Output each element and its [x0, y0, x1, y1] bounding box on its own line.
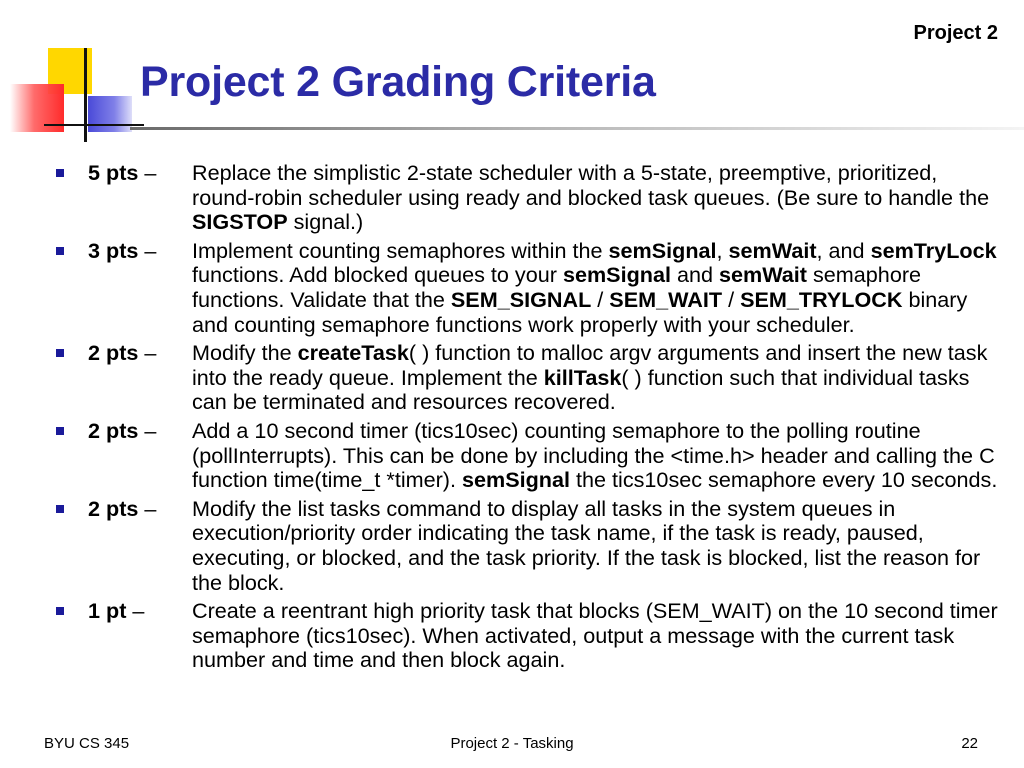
description-text: semaphore functions. Validate that the	[192, 262, 922, 312]
description-text: signal.)	[287, 209, 364, 235]
criteria-item	[52, 497, 1002, 595]
decorative-vertical-line	[84, 48, 87, 142]
criteria-points	[88, 497, 156, 522]
description-text: Replace the simplistic 2-state scheduler with a 5-state, preemptive, prioritized, round-robin scheduler using ready and blocked task queues. (Be sure to handle the	[192, 160, 990, 210]
criteria-item	[52, 341, 1002, 415]
criteria-points	[88, 161, 156, 186]
description-text: , and	[816, 237, 871, 263]
points-value: 1 pt	[88, 598, 127, 624]
bold-term: SEM_TRYLOCK	[740, 286, 903, 312]
criteria-description	[192, 419, 1002, 493]
criteria-description	[192, 341, 1002, 415]
criteria-description	[192, 239, 1002, 337]
criteria-points	[88, 341, 156, 366]
bold-term: killTask	[543, 364, 622, 390]
corner-label: Project 2	[913, 22, 998, 44]
bold-term: SEM_WAIT	[609, 286, 723, 312]
criteria-item	[52, 599, 1002, 673]
points-value: 2 pts	[88, 340, 139, 366]
bullet-icon	[56, 247, 64, 255]
points-dash: –	[138, 417, 157, 443]
bold-term: semWait	[728, 237, 817, 263]
decorative-blue-square	[88, 96, 132, 132]
decorative-horizontal-line	[44, 124, 144, 126]
points-value: 5 pts	[88, 160, 139, 185]
bold-term: createTask	[297, 340, 409, 366]
points-dash: –	[138, 495, 157, 521]
points-value: 2 pts	[88, 417, 139, 443]
description-text: ( ) function such that individual tasks can be terminated and resources recovered.	[192, 364, 970, 415]
criteria-list	[52, 161, 1002, 677]
bullet-icon	[56, 607, 64, 615]
bold-term: semSignal	[462, 467, 571, 493]
points-dash: –	[126, 598, 145, 624]
points-dash: –	[138, 340, 157, 366]
description-text: Implement counting semaphores within the	[192, 237, 609, 263]
bullet-icon	[56, 505, 64, 513]
points-dash: –	[138, 237, 157, 263]
criteria-item	[52, 419, 1002, 493]
page-title: Project 2 Grading Criteria	[140, 58, 656, 106]
description-text: /	[591, 286, 610, 312]
bullet-icon	[56, 427, 64, 435]
title-underline-rule	[130, 127, 1024, 130]
criteria-points	[88, 599, 144, 624]
criteria-description	[192, 161, 1002, 235]
description-text: ( ) function to malloc argv arguments and insert the new task into the ready queue. Implement the	[192, 340, 988, 390]
bullet-icon	[56, 349, 64, 357]
footer-course: BYU CS 345	[44, 735, 130, 752]
footer-page-number: 22	[961, 735, 978, 752]
points-dash: –	[138, 160, 157, 185]
points-value: 2 pts	[88, 495, 139, 521]
criteria-item	[52, 239, 1002, 337]
criteria-points	[88, 239, 156, 264]
description-text: Modify the	[192, 340, 298, 366]
description-text: Add a 10 second timer (tics10sec) counting semaphore to the polling routine (pollInterrupts). This can be done by including the <time.h> header and calling the C function time(time_t *timer).	[192, 417, 995, 493]
description-text: and	[670, 262, 719, 288]
bold-term: semWait	[719, 262, 807, 288]
bullet-icon	[56, 169, 64, 177]
description-text: ,	[716, 237, 729, 263]
bold-term: SIGSTOP	[192, 209, 288, 235]
description-text: the tics10sec semaphore every 10 seconds.	[570, 467, 998, 493]
bold-term: semTryLock	[870, 237, 997, 263]
criteria-points	[88, 419, 156, 444]
bold-term: SEM_SIGNAL	[450, 286, 592, 312]
bold-term: semSignal	[562, 262, 671, 288]
description-text: binary and counting semaphore functions work properly with your scheduler.	[192, 286, 968, 337]
bold-term: semSignal	[608, 237, 717, 263]
criteria-description	[192, 497, 1002, 595]
description-text: /	[722, 286, 741, 312]
criteria-description	[192, 599, 1002, 673]
points-value: 3 pts	[88, 237, 139, 263]
criteria-item	[52, 161, 1002, 235]
description-text: Modify the list tasks command to display all tasks in the system queues in execution/priority order indicating the task name, if the task is ready, paused, executing, or blocked, and the task priority. If the task is blocked, list the reason for the block.	[192, 495, 981, 595]
description-text: Create a reentrant high priority task that blocks (SEM_WAIT) on the 10 second timer semaphore (tics10sec). When activated, output a message with the current task number and time and then block again.	[192, 598, 998, 673]
description-text: functions. Add blocked queues to your	[192, 262, 563, 288]
footer-title: Project 2 - Tasking	[450, 735, 574, 752]
